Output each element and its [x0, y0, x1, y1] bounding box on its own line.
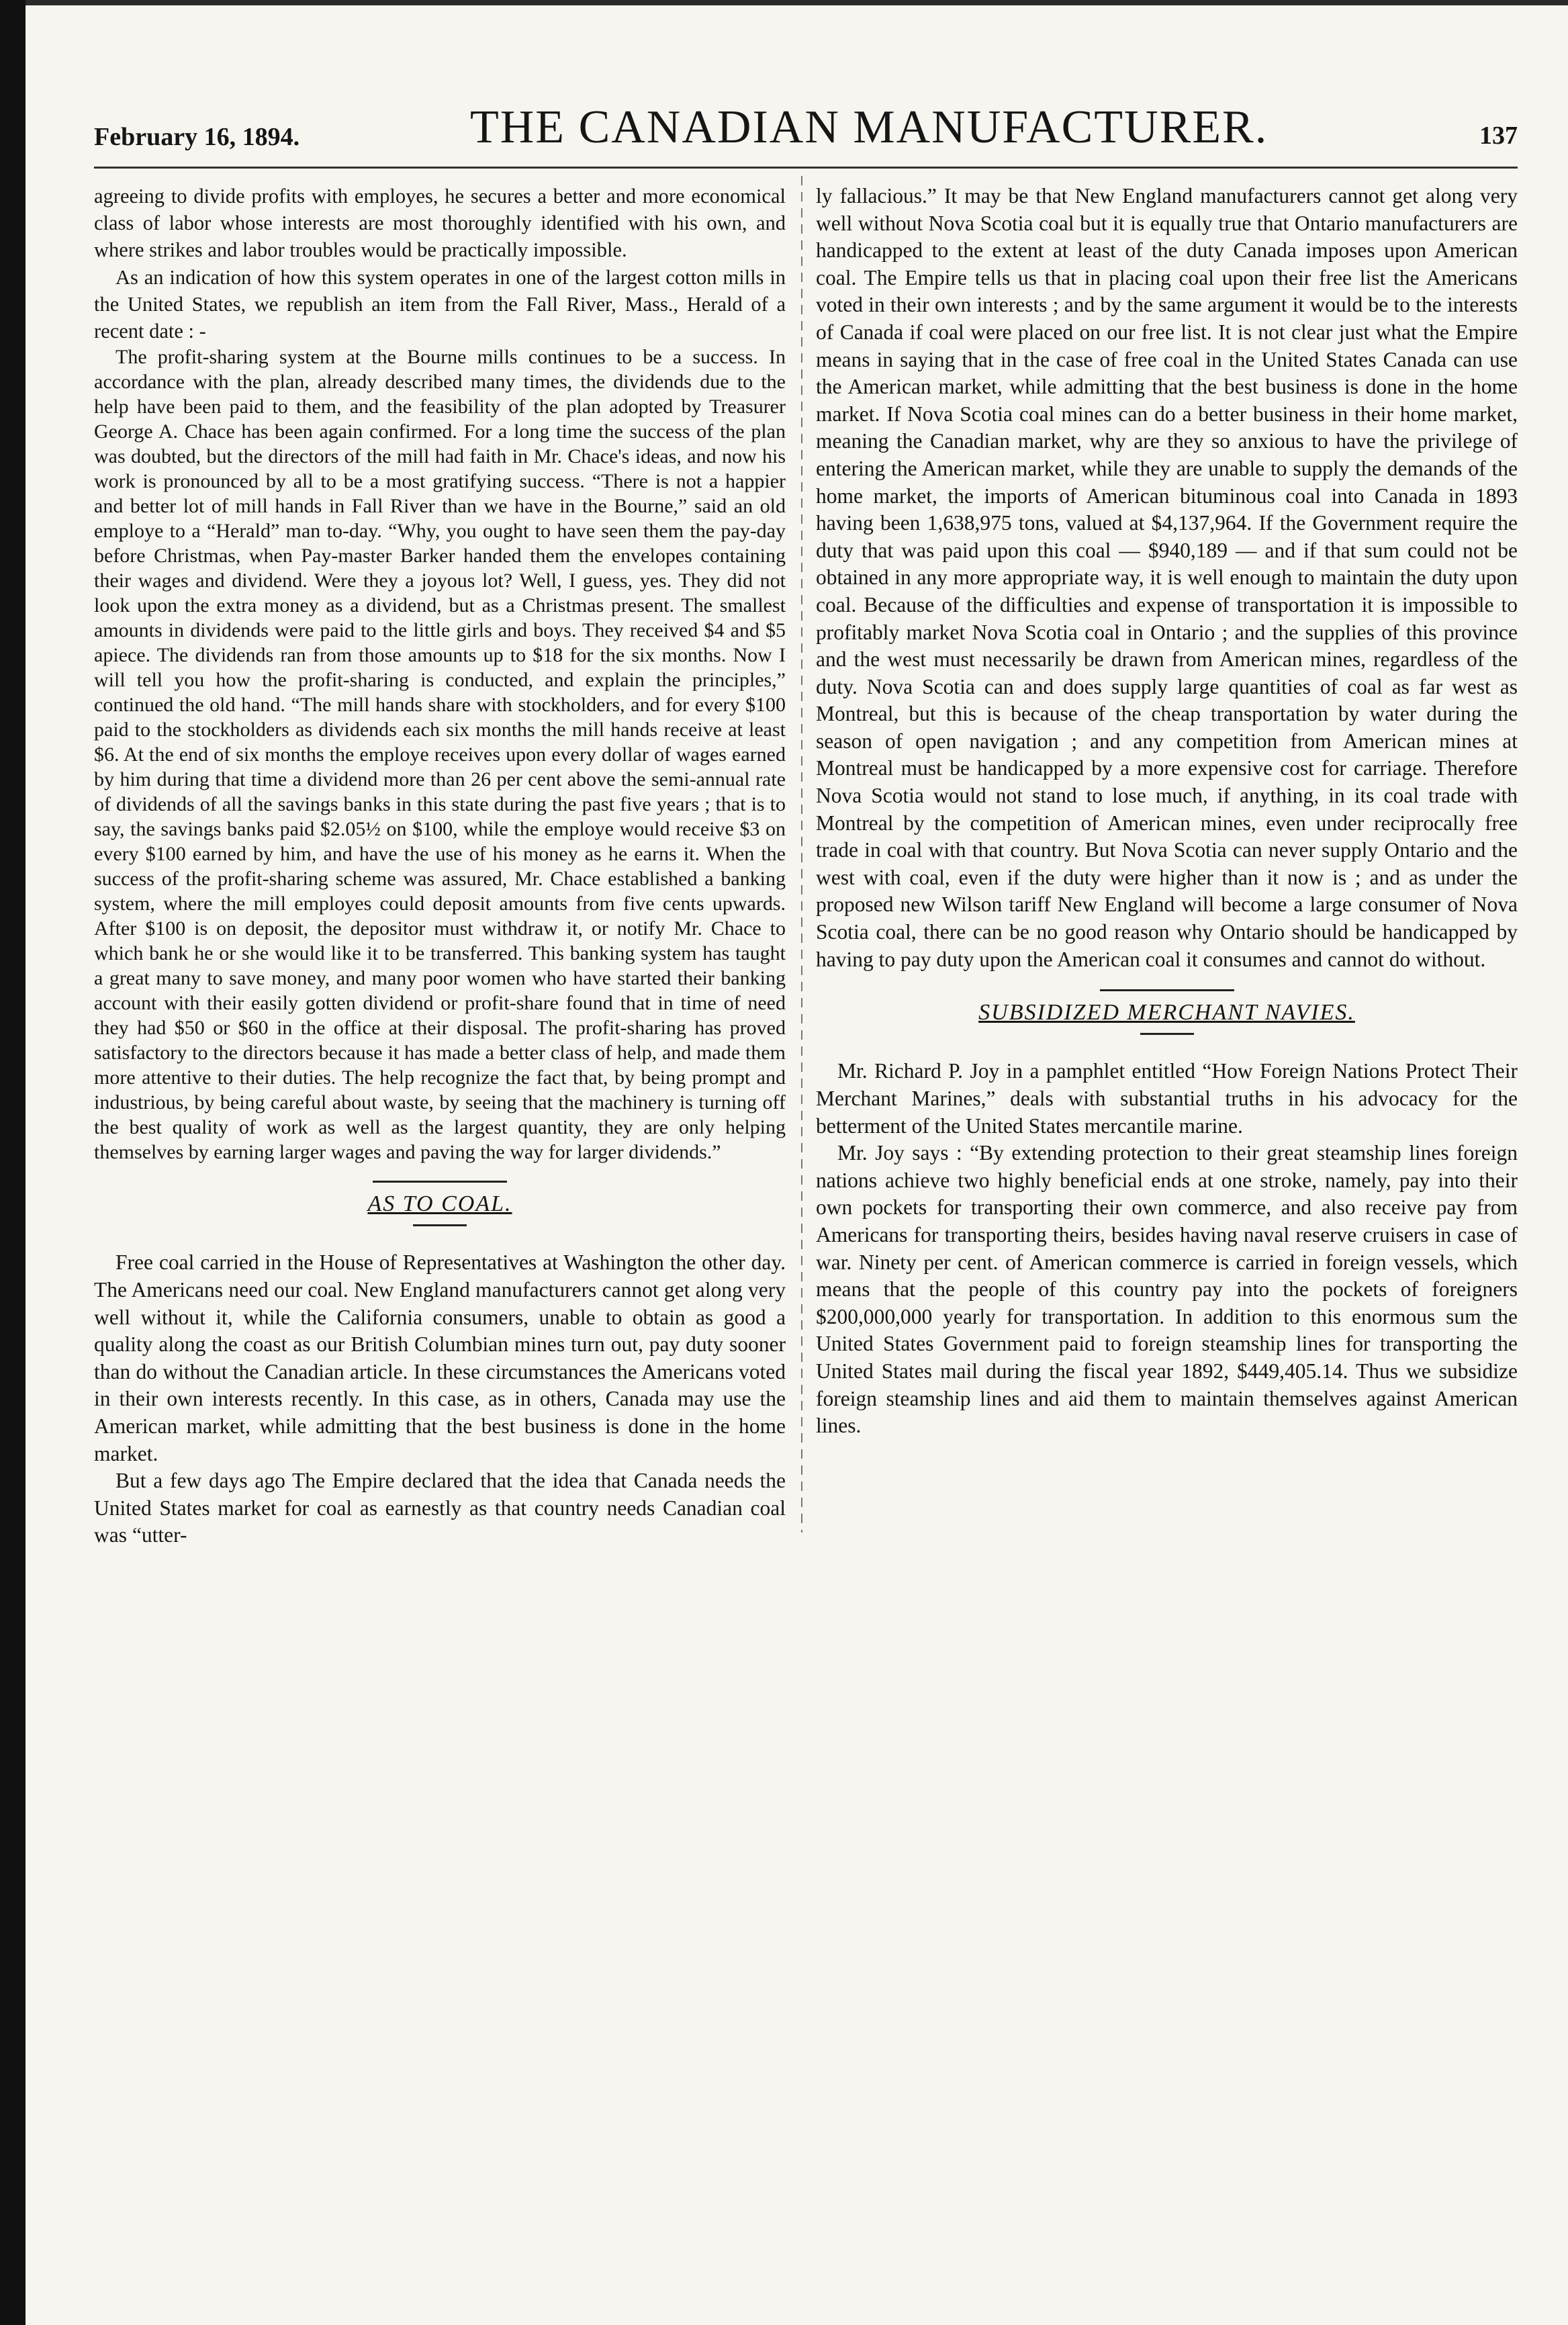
- page-number: 137: [1479, 122, 1518, 150]
- heading-underrule: [1140, 1033, 1194, 1035]
- heading-rule: [1100, 989, 1234, 991]
- page-header: [94, 101, 1518, 175]
- coal-paragraph-1: Free coal carried in the House of Representatives at Washington the other day. The Americans need our coal. New England manufacturers cannot get along very well without it, while the California consumers, unable to obtain as good a quality along the coast as our British Columbian mines turn out, pay duty sooner than do without the Canadian article. In these circumstances the Americans voted in their own interests recently. In this case, as in others, Canada may use the American market, while admitting that the best business is done in the home market.: [94, 1250, 786, 1465]
- publication-title: THE CANADIAN MANUFACTURER.: [470, 101, 1269, 153]
- column-divider: [801, 176, 802, 1533]
- navies-section-heading: [816, 989, 1518, 1035]
- coal-paragraph-2: But a few days ago The Empire declared that the idea that Canada needs the United States market for coal as earnestly as that country needs Canadian coal was “utter-: [94, 1469, 786, 1547]
- heading-underrule: [413, 1224, 467, 1226]
- coal-section-heading: [94, 1181, 786, 1226]
- issue-date: February 16, 1894.: [94, 123, 300, 151]
- profit-sharing-context-paragraph: As an indication of how this system operates in one of the largest cotton mills in the United States, we republish an item from the Fall River, Mass., Herald of a recent date : -: [94, 265, 786, 343]
- navies-paragraph-2: Mr. Joy says : “By extending protection to their great steamship lines foreign nations achieve two highly beneficial ends at one stroke, namely, pay into their own pockets for transporting their own commerce, and also receive pay from Americans for transporting theirs, besides having naval reserve cruisers in case of war. Ninety per cent. of American commerce is carried in foreign vessels, which means that the people of this country pay into the pockets of foreigners $200,000,000 yearly for transportation. In addition to this enormous sum the United States Government paid to foreign steamship lines for transporting the United States mail during the fiscal year 1892, $449,405.14. Thus we subsidize foreign steamship lines and aid them to maintain themselves against American lines.: [816, 1141, 1518, 1438]
- top-border-rule: [26, 0, 1568, 5]
- navies-paragraph-1: Mr. Richard P. Joy in a pamphlet entitled “How Foreign Nations Protect Their Merchant Marines,” deals with substantial truths in his advocacy for the betterment of the United States mercantile marine.: [816, 1059, 1518, 1138]
- coal-continued-paragraph: ly fallacious.” It may be that New England manufacturers cannot get along very well without Nova Scotia coal but it is equally true that Ontario manufacturers are handicapped to the extent at least of the duty Canada imposes upon American coal. The Empire tells us that in placing coal upon their free list the Americans voted in their own interests ; and by the same argument it would be to the interests of Canada if coal were placed on our free list. It is not clear just what the Empire means in saying that in the case of free coal in the United States Canada can use the American market, while admitting that the best business is done in the home market. If Nova Scotia coal mines can do a better business in their home market, meaning the Canadian market, why are they so anxious to have the privilege of entering the American market, while they are unable to supply the demands of the home market, the imports of American bituminous coal into Canada in 1893 having been 1,638,975 tons, valued at $4,137,964. If the Government require the duty that was paid upon this coal — $940,189 — and if that sum could not be obtained in any more appropriate way, it is well enough to maintain the duty upon coal. Because of the difficulties and expense of transportation it is impossible to profitably market Nova Scotia coal in Ontario ; and the supplies of this province and the west must necessarily be drawn from American mines, regardless of the duty. Nova Scotia can and does supply large quantities of coal as far west as Montreal, but this is because of the cheap transportation by water during the season of open navigation ; and any competition from American mines at Montreal must be handicapped by a more expensive cost for carriage. Therefore Nova Scotia would not stand to lose much, if anything, in its coal trade with Montreal by the competition of American mines, even under reciprocally free trade in coal with that country. But Nova Scotia can never supply Ontario and the west with coal, even if the duty were higher than it now is ; and as under the proposed new Wilson tariff New England will become a large consumer of Nova Scotia coal, there can be no good reason why Ontario should be handicapped by having to pay duty upon the American coal it consumes and cannot do without.: [816, 184, 1518, 971]
- scan-edge-shadow: [0, 0, 26, 2325]
- header-rule: [94, 167, 1518, 169]
- right-column: [816, 183, 1518, 1440]
- left-column: [94, 183, 786, 1549]
- profit-sharing-intro-paragraph: agreeing to divide profits with employes, he secures a better and more economical class of labor whose interests are most thoroughly identified with his own, and where strikes and labor troubles would be practically impossible.: [94, 185, 786, 262]
- coal-heading-title: AS TO COAL.: [367, 1191, 512, 1217]
- heading-rule: [373, 1181, 507, 1183]
- fall-river-herald-quote: The profit-sharing system at the Bourne mills continues to be a success. In accordance with the plan, already described many times, the dividends due to the help have been paid to them, and the feasibility of the plan adopted by Treasurer George A. Chace has been again confirmed. For a long time the success of the plan was doubted, but the directors of the mill had faith in Mr. Chace's ideas, and now his work is pronounced by all to be a most gratifying success. “There is not a happier and better lot of mill hands in Fall River than we have in the Bourne,” said an old employe to a “Herald” man to-day. “Why, you ought to have seen them the pay-day before Christmas, when Pay-master Barker handed them the envelopes containing their wages and dividend. Were they a joyous lot? Well, I guess, yes. They did not look upon the extra money as a dividend, but as a Christmas present. The smallest amounts in dividends were paid to the little girls and boys. They received $4 and $5 apiece. The dividends ran from those amounts up to $18 for the six months. Now I will tell you how the profit-sharing is conducted, and explain the principles,” continued the old hand. “The mill hands share with stockholders, and for every $100 paid to the stockholders as dividends each six months the mill hands receive at least $6. At the end of six months the employe receives upon every dollar of wages earned by him during that time a dividend more than 26 per cent above the semi-annual rate of dividends of all the savings banks in this state during the past five years ; that is to say, the savings banks paid $2.05½ on $100, while the employe would receive $3 on every $100 earned by him, and have the use of his money as he earns it. When the success of the profit-sharing scheme was assured, Mr. Chace established a banking system, where the mill employes could deposit amounts from five cents upwards. After $100 is on deposit, the depositor must withdraw it, or notify Mr. Chace to which bank he or she would like it to be transferred. This banking system has taught a great many to save money, and many poor women who have started their banking account with their easily gotten dividend or profit-share found that in time of need they had $50 or $60 in the office at their disposal. The profit-sharing has proved satisfactory to the directors because it has made a better class of help, and made them more attentive to their duties. The help recognize the fact that, by being prompt and industrious, by being careful about waste, by seeing that the machinery is turning off the best quality of work as well as the largest quantity, they are only helping themselves by earning larger wages and paving the way for larger dividends.”: [94, 346, 786, 1164]
- navies-heading-title: SUBSIDIZED MERCHANT NAVIES.: [978, 1000, 1355, 1025]
